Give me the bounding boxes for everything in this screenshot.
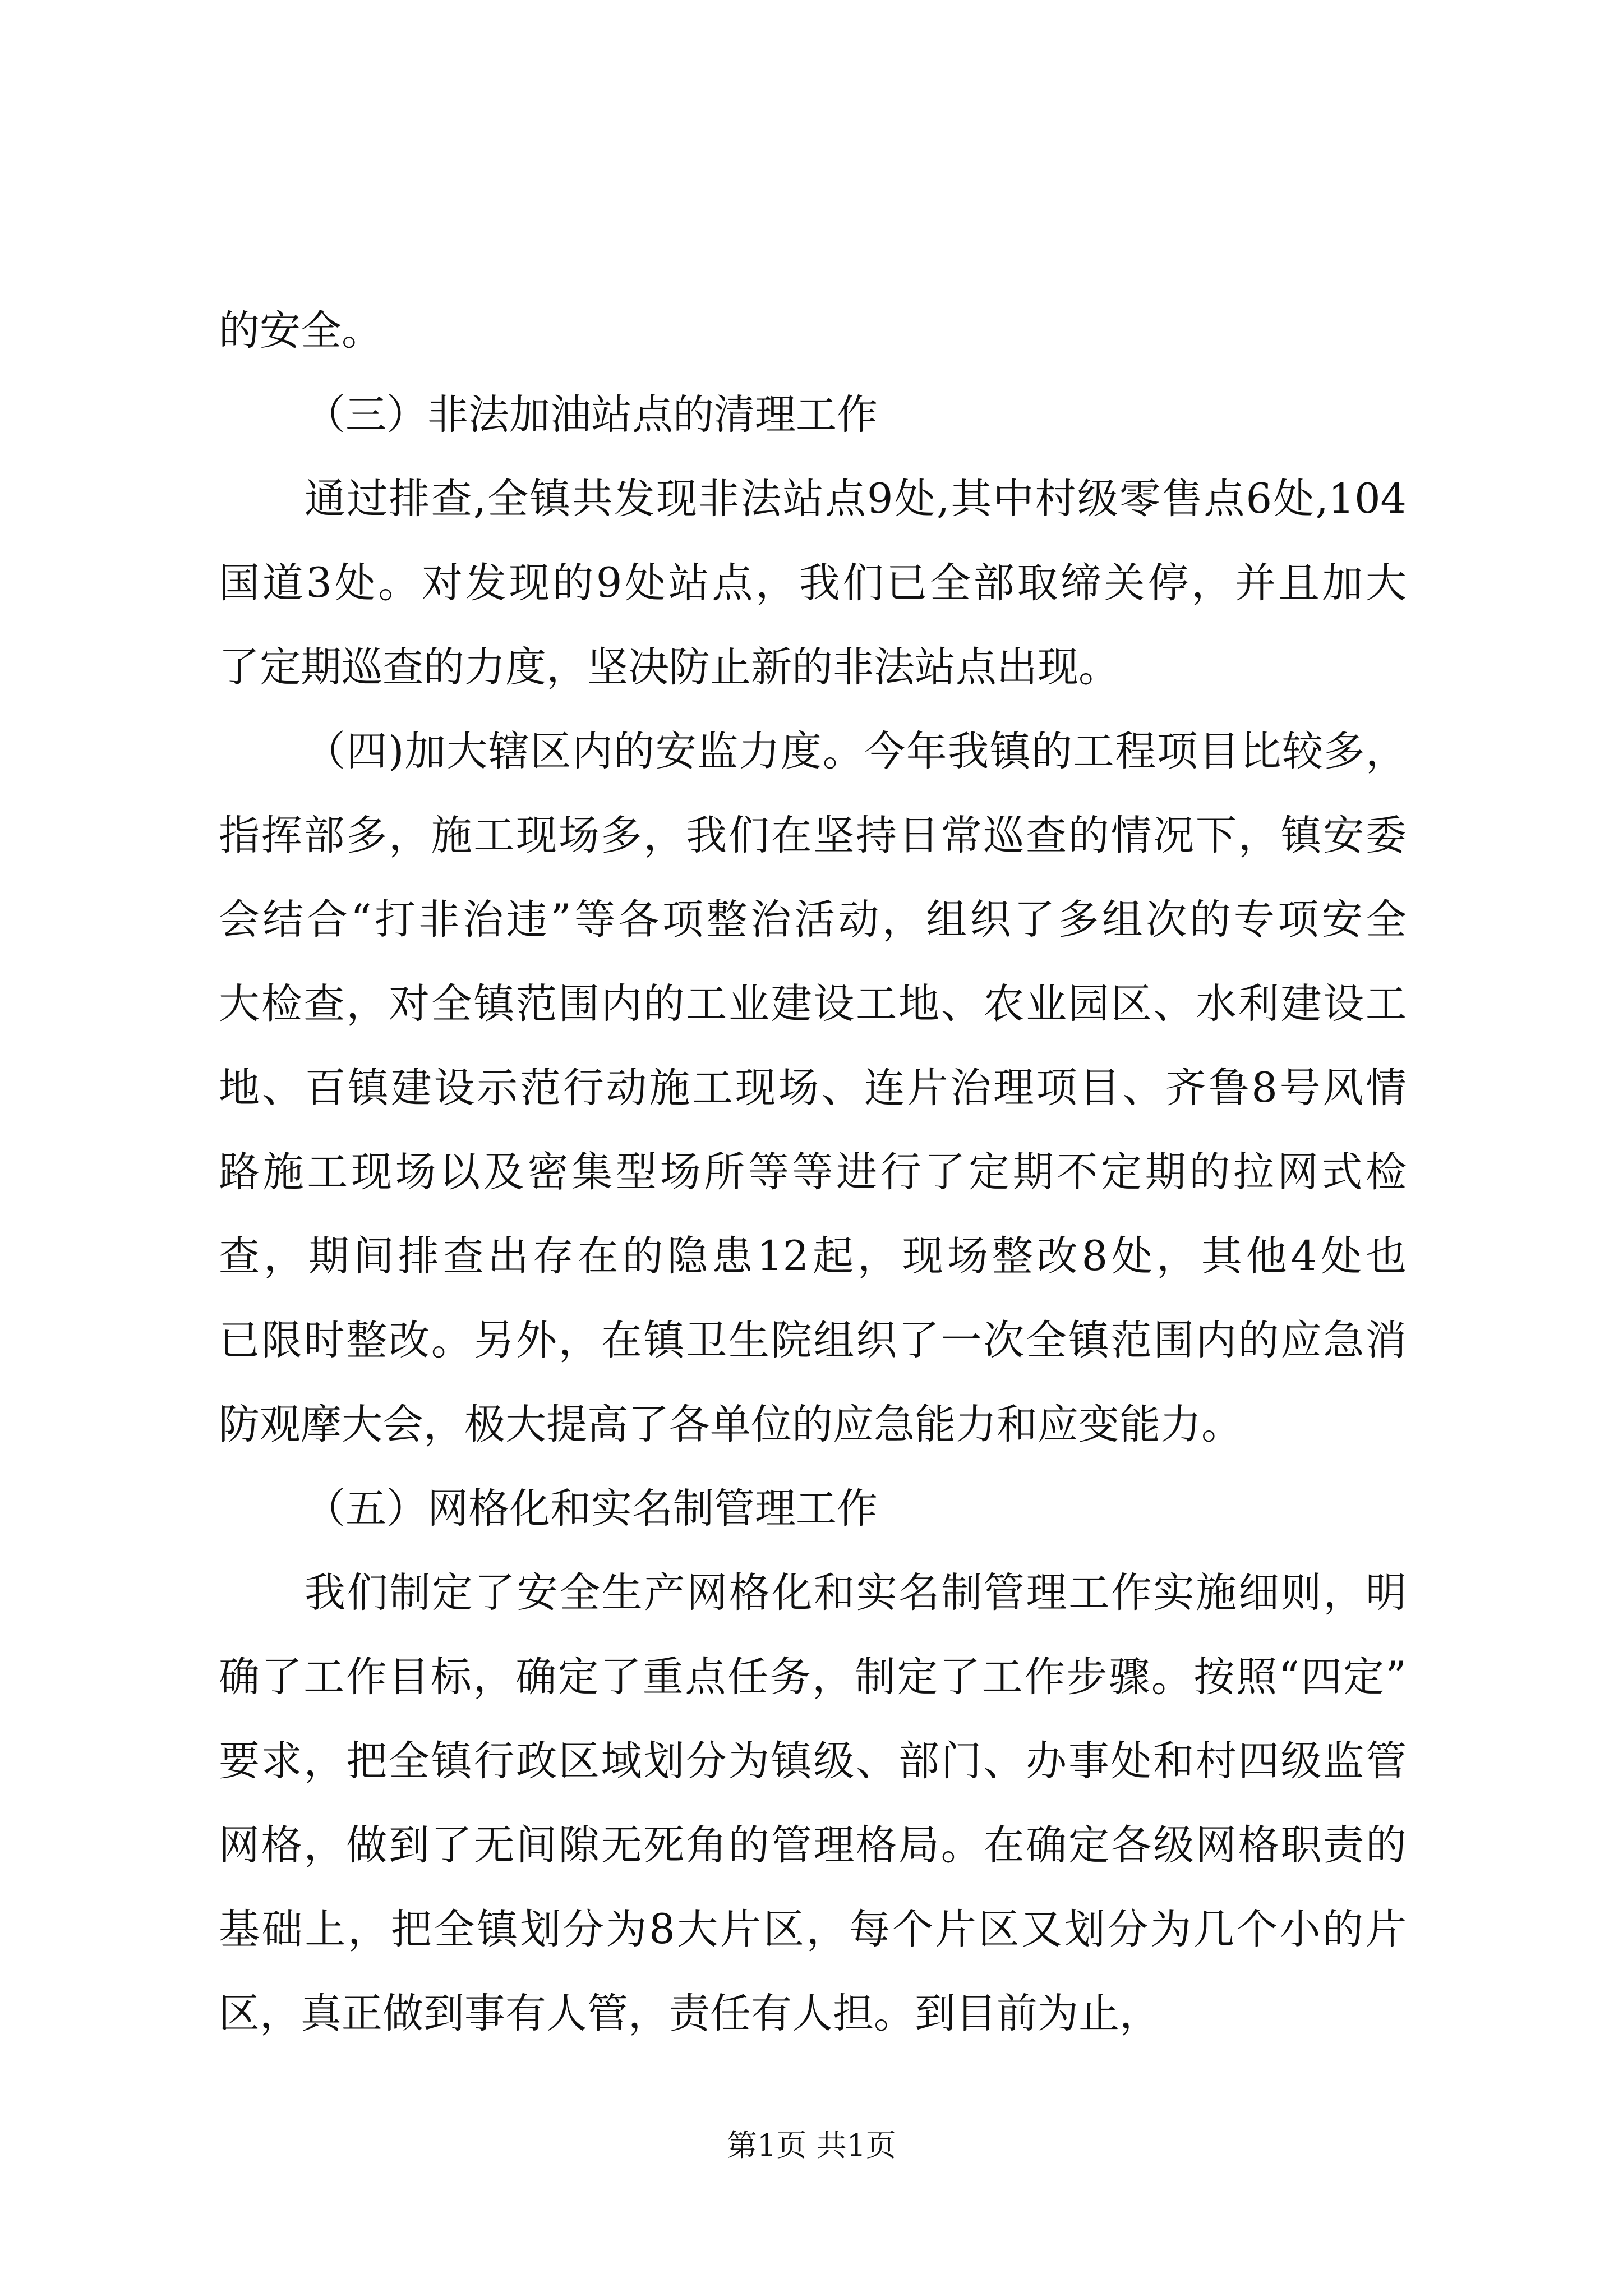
text-line xyxy=(0,457,1623,541)
line-text: 防观摩大会，极大提高了各单位的应急能力和应变能力。 xyxy=(219,1401,1242,1448)
line-text: 基础上，把全镇划分为8大片区，每个片区又划分为几个小的片 xyxy=(219,1906,1407,1953)
line-text: 区，真正做到事有人管，责任有人担。到目前为止， xyxy=(219,1990,1160,2037)
line-text: 国道3处。对发现的9处站点，我们已全部取缔关停，并且加大 xyxy=(219,559,1407,607)
text-line xyxy=(0,289,1623,373)
line-text: 通过排查,全镇共发现非法站点9处,其中村级零售点6处,104 xyxy=(305,475,1407,523)
line-text: 大检查，对全镇范围内的工业建设工地、农业园区、水利建设工 xyxy=(219,980,1407,1028)
text-line xyxy=(0,1383,1623,1467)
line-text: 我们制定了安全生产网格化和实名制管理工作实施细则，明 xyxy=(305,1569,1407,1617)
line-text: 查，期间排查出存在的隐患12起，现场整改8处，其他4处也 xyxy=(219,1232,1407,1280)
text-line xyxy=(0,1046,1623,1130)
text-line xyxy=(0,1635,1623,1719)
text-line xyxy=(0,878,1623,962)
line-text: 会结合“打非治违”等各项整治活动，组织了多组次的专项安全 xyxy=(219,896,1407,944)
heading-text: （五）网格化和实名制管理工作 xyxy=(305,1485,878,1533)
line-text: 的安全。 xyxy=(219,307,382,355)
line-text: 要求，把全镇行政区域划分为镇级、部门、办事处和村四级监管 xyxy=(219,1737,1407,1785)
line-text: 网格，做到了无间隙无死角的管理格局。在确定各级网格职责的 xyxy=(219,1821,1407,1869)
page-footer: 第1页 共1页 xyxy=(727,2128,896,2163)
line-text: 确了工作目标，确定了重点任务，制定了工作步骤。按照“四定” xyxy=(219,1653,1407,1701)
text-line xyxy=(0,962,1623,1046)
text-line xyxy=(0,1719,1623,1803)
line-text: 已限时整改。另外，在镇卫生院组织了一次全镇范围内的应急消 xyxy=(219,1317,1407,1364)
section-heading xyxy=(0,1467,1623,1551)
text-line xyxy=(0,1214,1623,1299)
text-line xyxy=(0,625,1623,710)
heading-text: （三）非法加油站点的清理工作 xyxy=(305,391,878,439)
text-line xyxy=(0,1888,1623,1972)
text-line xyxy=(0,1299,1623,1383)
text-line xyxy=(0,541,1623,625)
text-line xyxy=(0,1130,1623,1214)
text-line xyxy=(0,1972,1623,2056)
line-text: 了定期巡查的力度，坚决防止新的非法站点出现。 xyxy=(219,643,1119,691)
text-line xyxy=(0,794,1623,878)
line-text: 地、百镇建设示范行动施工现场、连片治理项目、齐鲁8号风情 xyxy=(219,1064,1407,1112)
text-line xyxy=(0,1551,1623,1635)
line-text: 路施工现场以及密集型场所等等进行了定期不定期的拉网式检 xyxy=(219,1148,1407,1196)
line-text: （四)加大辖区内的安监力度。今年我镇的工程项目比较多， xyxy=(305,728,1407,775)
text-line xyxy=(0,1803,1623,1888)
section-heading xyxy=(0,373,1623,457)
text-line xyxy=(0,710,1623,794)
line-text: 指挥部多，施工现场多，我们在坚持日常巡查的情况下，镇安委 xyxy=(219,812,1407,859)
